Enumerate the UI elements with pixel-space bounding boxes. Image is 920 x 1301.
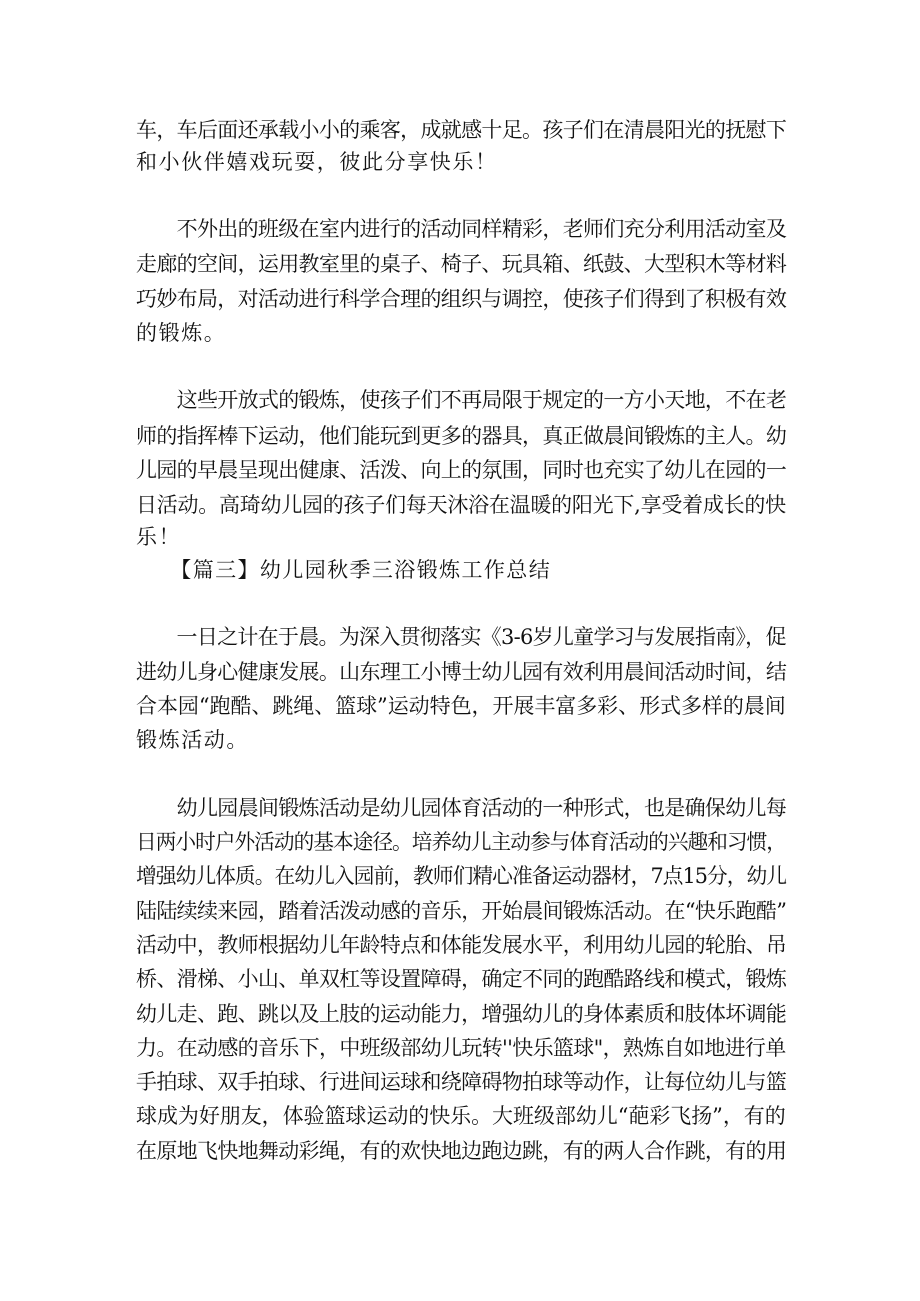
text-line: 车，车后面还承载小小的乘客，成就感十足。孩子们在清晨阳光的抚慰下 <box>136 118 787 142</box>
text-line: 走廊的空间，运用教室里的桌子、椅子、玩具箱、纸鼓、大型积木等材料 <box>136 252 787 276</box>
text-line: 日活动。高琦幼儿园的孩子们每天沐浴在温暖的阳光下,享受着成长的快 <box>136 493 786 517</box>
text-line: 球成为好朋友，体验篮球运动的快乐。大班级部幼儿“葩彩飞扬”，有的 <box>136 1104 786 1128</box>
text-line: 和小伙伴嬉戏玩耍，彼此分享快乐！ <box>136 150 498 174</box>
text-line: 一日之计在于晨。为深入贯彻落实《3-6岁儿童学习与发展指南》，促 <box>136 625 786 649</box>
text-line: 合本园“跑酷、跳绳、篮球”运动特色，开展丰富多彩、形式多样的晨间 <box>136 694 786 718</box>
text-line: 乐！ <box>136 525 182 549</box>
text-line: 幼儿走、跑、跳以及上肢的运动能力，增强幼儿的身体素质和肢体坏调能 <box>136 1002 787 1026</box>
text-line: 日两小时户外活动的基本途径。培养幼儿主动参与体育活动的兴趣和习惯， <box>136 830 786 854</box>
text-line: 陆陆续续来园，踏着活泼动感的音乐，开始晨间锻炼活动。在“快乐跑酷” <box>136 899 787 923</box>
text-line: 锻炼活动。 <box>136 728 249 752</box>
text-line: 力。在动感的音乐下，中班级部幼儿玩转''快乐篮球"，熟炼自如地进行单 <box>136 1036 786 1060</box>
text-line: 活动中，教师根据幼儿年龄特点和体能发展水平，利用幼儿园的轮胎、吊 <box>136 933 787 957</box>
text-line: 在原地飞快地舞动彩绳，有的欢快地边跑边跳，有的两人合作跳，有的用 <box>136 1139 787 1163</box>
text-line: 这些开放式的锻炼，使孩子们不再局限于规定的一方小天地，不在老 <box>136 388 787 412</box>
text-line: 增强幼儿体质。在幼儿入园前，教师们精心准备运动器材，7点15分，幼儿 <box>136 864 787 888</box>
text-line: 不外出的班级在室内进行的活动同样精彩，老师们充分利用活动室及 <box>136 217 787 241</box>
text-line: 桥、滑梯、小山、单双杠等设置障碍，确定不同的跑酷路线和模式，锻炼 <box>136 967 787 991</box>
text-line: 师的指挥棒下运动，他们能玩到更多的器具，真正做晨间锻炼的主人。幼 <box>136 424 787 448</box>
text-line: 幼儿园晨间锻炼活动是幼儿园体育活动的一种形式，也是确保幼儿每 <box>136 796 787 820</box>
text-line: 进幼儿身心健康发展。山东理工小博士幼儿园有效利用晨间活动时间，结 <box>136 660 787 684</box>
text-line: 手拍球、双手拍球、行进间运球和绕障碍物拍球等动作，让每位幼儿与篮 <box>136 1070 787 1094</box>
text-line: 巧妙布局，对活动进行科学合理的组织与调控，使孩子们得到了积极有效 <box>136 287 787 311</box>
section-heading: 【篇三】幼儿园秋季三浴锻炼工作总结 <box>136 558 552 582</box>
text-line: 的锻炼。 <box>136 321 227 345</box>
text-line: 儿园的早晨呈现出健康、活泼、向上的氛围，同时也充实了幼儿在园的一 <box>136 458 787 482</box>
